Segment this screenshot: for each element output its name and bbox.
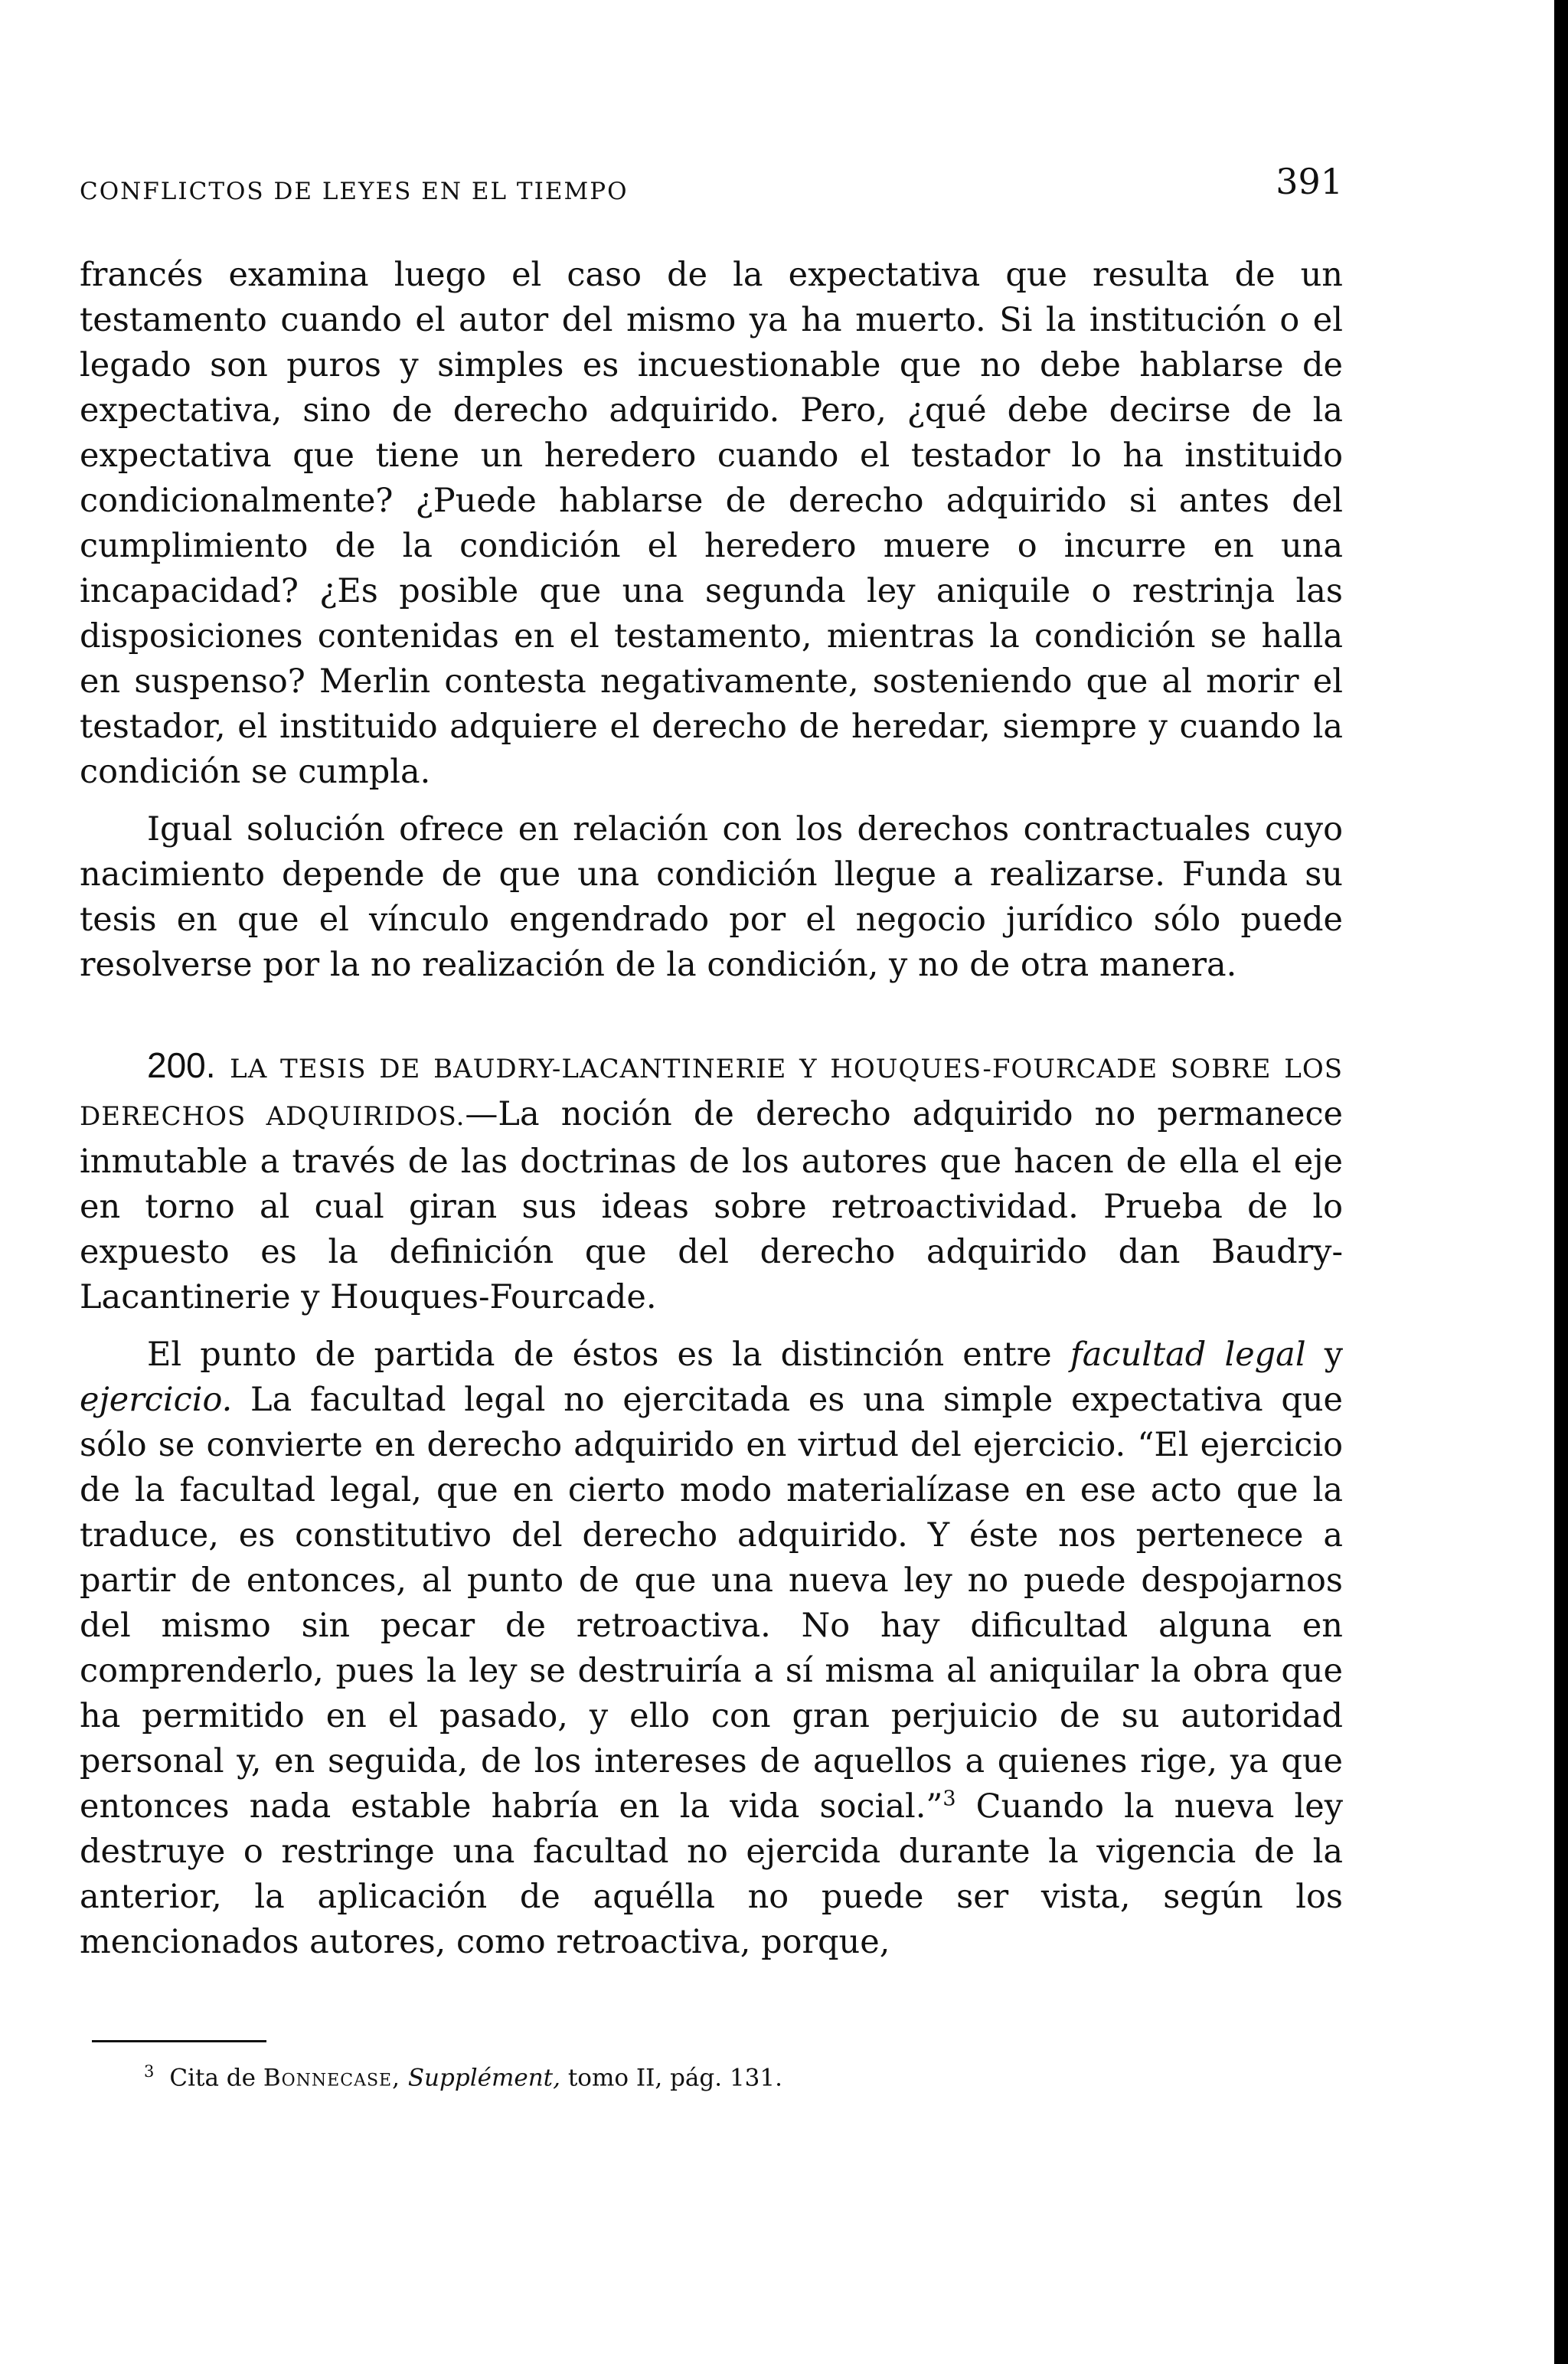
paragraph-4-part-4: Cuando la nueva ley destruye o restringe una facultad no ejercida durante la vigencia de la anterior, la aplicación de aquélla no puede ser vista, según los mencionados autores, como retroactiva, porque,: [80, 1787, 1343, 1961]
section-dash: —: [465, 1095, 498, 1133]
footnote-work: Supplément,: [407, 2064, 560, 2092]
page-header: [80, 161, 1343, 214]
page-number: 391: [1276, 161, 1343, 202]
paragraph-4-part-2: y: [1305, 1336, 1343, 1374]
running-head: CONFLICTOS DE LEYES EN EL TIEMPO: [80, 178, 629, 205]
paragraph-4-part-1: El punto de partida de éstos es la distinción entre: [147, 1336, 1070, 1374]
footnote: [144, 2056, 1216, 2093]
paragraph-4: [80, 1332, 1343, 1965]
section-text: La noción de derecho adquirido no permanece inmutable a través de las doctrinas de los autores que hacen de ella el eje en torno al cual giran sus ideas sobre retroactividad. Prueba de lo expuesto es la definición que del derecho adquirido dan Baudry-Lacantinerie y Houques-Fourcade.: [80, 1095, 1343, 1316]
term-ejercicio: ejercicio.: [80, 1381, 233, 1419]
section-title: LA TESIS DE BAUDRY-LACANTINERIE Y HOUQUES-FOURCADE SOBRE LOS DERECHOS ADQUIRIDOS.: [80, 1054, 1343, 1132]
section-200-paragraph: [80, 1043, 1343, 1320]
page-body: [80, 253, 1343, 1965]
term-facultad-legal: facultad legal: [1070, 1336, 1306, 1374]
footnote-pre: Cita de: [169, 2064, 263, 2092]
footnote-mark: 3: [144, 2062, 155, 2081]
paragraph-2: Igual solución ofrece en relación con los derechos contractuales cuyo nacimiento depende de que una condición llegue a realizarse. Funda su tesis en que el vínculo engendrado por el negocio jurídico sólo puede resolverse por la no realización de la condición, y no de otra manera.: [80, 810, 1343, 984]
footnote-author: Bonnecase,: [263, 2064, 400, 2092]
paragraph-4-part-3: La facultad legal no ejercitada es una simple expectativa que sólo se convierte en derecho adquirido en virtud del ejercicio. “El ejercicio de la facultad legal, que en cierto modo materialízase en ese acto que la traduce, es constitutivo del derecho adquirido. Y éste nos pertenece a partir de entonces, al punto de que una nueva ley no puede despojarnos del mismo sin pecar de retroactiva. No hay dificultad alguna en comprenderlo, pues la ley se destruiría a sí misma al aniquilar la obra que ha permitido en el pasado, y ello con gran perjuicio de su autoridad personal y, en seguida, de los intereses de aquellos a quienes rige, ya que entonces nada estable habría en la vida social.”: [80, 1381, 1343, 1826]
paragraph-1: francés examina luego el caso de la expectativa que resulta de un testamento cuando el autor del mismo ya ha muerto. Si la institución o el legado son puros y simples es incuestionable que no debe hablarse de expectativa, sino de derecho adquirido. Pero, ¿qué debe decirse de la expectativa que tiene un heredero cuando el testador lo ha instituido condicionalmente? ¿Puede hablarse de derecho adquirido si antes del cumplimiento de la condición el heredero muere o incurre en una incapacidad? ¿Es posible que una segunda ley aniquile o restrinja las disposiciones contenidas en el testamento, mientras la condición se halla en suspenso? Merlin contesta negativamente, sosteniendo que al morir el testador, el instituido adquiere el derecho de heredar, siempre y cuando la condición se cumpla.: [80, 256, 1343, 791]
footnote-post: tomo II, pág. 131.: [560, 2064, 782, 2092]
scan-edge-border: [1554, 0, 1568, 2364]
section-number: 200.: [147, 1045, 216, 1085]
footnote-divider: [92, 2040, 266, 2042]
footnote-reference[interactable]: 3: [942, 1787, 956, 1811]
